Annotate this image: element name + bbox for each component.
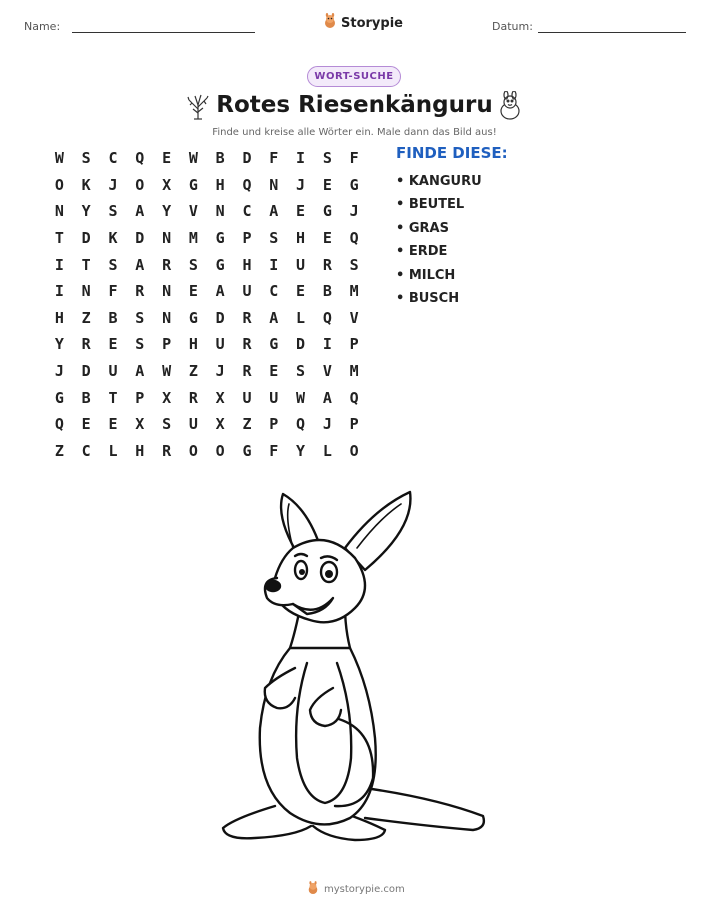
grid-cell[interactable]: Y <box>54 335 64 354</box>
grid-cell[interactable]: H <box>242 255 252 274</box>
grid-cell[interactable]: N <box>269 175 279 194</box>
grid-cell[interactable]: R <box>242 335 252 354</box>
grid-cell[interactable]: X <box>162 388 172 407</box>
grid-cell[interactable]: C <box>108 149 118 168</box>
grid-cell[interactable]: U <box>108 362 118 381</box>
grid-cell[interactable]: Q <box>349 229 359 248</box>
grid-cell[interactable]: G <box>188 308 198 327</box>
grid-cell[interactable]: J <box>215 362 225 381</box>
grid-cell[interactable]: S <box>349 255 359 274</box>
grid-cell[interactable]: G <box>215 255 225 274</box>
grid-cell[interactable]: E <box>162 149 172 168</box>
grid-cell[interactable]: D <box>242 149 252 168</box>
grid-cell[interactable]: A <box>135 202 145 221</box>
grid-cell[interactable]: G <box>269 335 279 354</box>
grid-cell[interactable]: Z <box>54 441 64 460</box>
grid-cell[interactable]: W <box>162 362 172 381</box>
grid-cell[interactable]: H <box>54 308 64 327</box>
grid-cell[interactable]: G <box>242 441 252 460</box>
grid-cell[interactable]: U <box>269 388 279 407</box>
grid-cell[interactable]: G <box>322 202 332 221</box>
grid-cell[interactable]: Z <box>242 415 252 434</box>
grid-cell[interactable]: V <box>322 362 332 381</box>
grid-cell[interactable]: U <box>296 255 306 274</box>
date-label: Datum: <box>492 20 533 33</box>
grid-cell[interactable]: E <box>296 202 306 221</box>
grid-cell[interactable]: C <box>269 282 279 301</box>
grid-cell[interactable]: X <box>215 388 225 407</box>
grid-cell[interactable]: P <box>269 415 279 434</box>
grid-cell[interactable]: Q <box>296 415 306 434</box>
grid-cell[interactable]: A <box>215 282 225 301</box>
grid-cell[interactable]: O <box>215 441 225 460</box>
grid-cell[interactable]: H <box>296 229 306 248</box>
grid-cell[interactable]: L <box>322 441 332 460</box>
grid-cell[interactable]: S <box>188 255 198 274</box>
grid-cell[interactable]: N <box>81 282 91 301</box>
grid-cell[interactable]: H <box>215 175 225 194</box>
grid-cell[interactable]: E <box>322 175 332 194</box>
grid-cell[interactable]: H <box>188 335 198 354</box>
grid-cell[interactable]: U <box>188 415 198 434</box>
brand-name: Storypie <box>341 15 403 31</box>
word-list-item: • BUSCH <box>396 290 460 306</box>
find-these-heading: FINDE DIESE: <box>396 144 508 162</box>
grid-cell[interactable]: H <box>135 441 145 460</box>
grid-cell[interactable]: W <box>188 149 198 168</box>
grid-cell[interactable]: O <box>349 441 359 460</box>
grid-cell[interactable]: B <box>108 308 118 327</box>
grid-cell[interactable]: T <box>81 255 91 274</box>
grid-cell[interactable]: S <box>162 415 172 434</box>
grid-cell[interactable]: G <box>215 229 225 248</box>
grid-cell[interactable]: S <box>322 149 332 168</box>
grid-cell[interactable]: Y <box>81 202 91 221</box>
grid-cell[interactable]: R <box>242 308 252 327</box>
grid-cell[interactable]: G <box>349 175 359 194</box>
grid-cell[interactable]: R <box>162 255 172 274</box>
grid-cell[interactable]: E <box>108 415 118 434</box>
grid-cell[interactable]: D <box>81 362 91 381</box>
grid-cell[interactable]: K <box>108 229 118 248</box>
grid-cell[interactable]: Y <box>296 441 306 460</box>
grid-cell[interactable]: R <box>81 335 91 354</box>
grid-cell[interactable]: P <box>135 388 145 407</box>
grid-cell[interactable]: M <box>188 229 198 248</box>
grid-cell[interactable]: U <box>215 335 225 354</box>
grid-cell[interactable]: N <box>162 229 172 248</box>
grid-cell[interactable]: Q <box>349 388 359 407</box>
name-line[interactable] <box>72 32 255 33</box>
grid-cell[interactable]: V <box>349 308 359 327</box>
grid-cell[interactable]: B <box>81 388 91 407</box>
grid-cell[interactable]: U <box>242 282 252 301</box>
grid-cell[interactable]: R <box>188 388 198 407</box>
grid-cell[interactable]: I <box>54 282 64 301</box>
grid-cell[interactable]: Q <box>135 149 145 168</box>
grid-cell[interactable]: P <box>242 229 252 248</box>
instructions: Finde und kreise alle Wörter ein. Male dann das Bild aus! <box>212 127 497 138</box>
grid-cell[interactable]: O <box>135 175 145 194</box>
grid-cell[interactable]: J <box>322 415 332 434</box>
grid-cell[interactable]: I <box>296 149 306 168</box>
grid-cell[interactable]: D <box>81 229 91 248</box>
grid-cell[interactable]: S <box>135 335 145 354</box>
grid-cell[interactable]: N <box>54 202 64 221</box>
word-list <box>396 170 482 310</box>
grid-cell[interactable]: N <box>162 308 172 327</box>
grid-cell[interactable]: Q <box>54 415 64 434</box>
grid-cell[interactable]: N <box>215 202 225 221</box>
grid-cell[interactable]: B <box>322 282 332 301</box>
grid-cell[interactable]: Q <box>322 308 332 327</box>
grid-cell[interactable]: X <box>162 175 172 194</box>
grid-cell[interactable]: A <box>269 308 279 327</box>
grid-cell[interactable]: A <box>269 202 279 221</box>
grid-cell[interactable]: A <box>322 388 332 407</box>
grid-cell[interactable]: O <box>188 441 198 460</box>
grid-cell[interactable]: O <box>54 175 64 194</box>
grid-cell[interactable]: I <box>54 255 64 274</box>
word-search-badge: WORT-SUCHE <box>307 66 401 87</box>
grid-cell[interactable]: X <box>215 415 225 434</box>
word-search-grid[interactable] <box>46 145 368 464</box>
word-list-item: • ERDE <box>396 244 448 260</box>
grid-cell[interactable]: R <box>322 255 332 274</box>
grid-cell[interactable]: W <box>54 149 64 168</box>
grid-cell[interactable]: F <box>349 149 359 168</box>
grid-cell[interactable]: C <box>81 441 91 460</box>
grid-cell[interactable]: R <box>242 362 252 381</box>
grid-cell[interactable]: E <box>108 335 118 354</box>
name-label: Name: <box>24 20 61 33</box>
word-list-item: • MILCH <box>396 267 456 283</box>
grid-cell[interactable]: J <box>54 362 64 381</box>
grid-cell[interactable]: S <box>269 229 279 248</box>
grid-cell[interactable]: D <box>296 335 306 354</box>
word-list-item: • BEUTEL <box>396 197 465 213</box>
grid-cell[interactable]: S <box>296 362 306 381</box>
grid-cell[interactable]: V <box>188 202 198 221</box>
kangaroo-face-icon <box>497 91 523 125</box>
grid-cell[interactable]: R <box>135 282 145 301</box>
grid-cell[interactable]: E <box>322 229 332 248</box>
grid-cell[interactable]: J <box>296 175 306 194</box>
grid-cell[interactable]: R <box>162 441 172 460</box>
grid-cell[interactable]: Q <box>242 175 252 194</box>
grid-cell[interactable]: J <box>108 175 118 194</box>
grid-cell[interactable]: D <box>135 229 145 248</box>
grid-cell[interactable]: T <box>54 229 64 248</box>
grid-cell[interactable]: S <box>135 308 145 327</box>
kangaroo-mascot-icon <box>307 880 319 899</box>
grid-cell[interactable]: I <box>269 255 279 274</box>
grid-cell[interactable]: E <box>188 282 198 301</box>
brand <box>323 13 403 33</box>
grid-cell[interactable]: X <box>135 415 145 434</box>
grid-cell[interactable]: T <box>108 388 118 407</box>
grid-cell[interactable]: Y <box>162 202 172 221</box>
grid-cell[interactable]: L <box>296 308 306 327</box>
grid-cell[interactable]: A <box>135 362 145 381</box>
kangaroo-mascot-icon <box>323 13 337 33</box>
grid-cell[interactable]: M <box>349 362 359 381</box>
grid-cell[interactable]: G <box>54 388 64 407</box>
grid-cell[interactable]: F <box>269 441 279 460</box>
grid-cell[interactable]: G <box>188 175 198 194</box>
grid-cell[interactable]: F <box>269 149 279 168</box>
grid-cell[interactable]: P <box>349 335 359 354</box>
grid-cell[interactable]: L <box>108 441 118 460</box>
grid-cell[interactable]: P <box>349 415 359 434</box>
grid-cell[interactable]: N <box>162 282 172 301</box>
footer-url[interactable]: mystorypie.com <box>324 884 405 895</box>
grid-cell[interactable]: S <box>81 149 91 168</box>
grid-cell[interactable]: S <box>108 202 118 221</box>
grid-cell[interactable]: U <box>242 388 252 407</box>
word-list-item: • GRAS <box>396 220 449 236</box>
page-title: Rotes Riesenkänguru <box>216 92 493 118</box>
grid-cell[interactable]: Z <box>188 362 198 381</box>
grid-cell[interactable]: F <box>108 282 118 301</box>
grid-cell[interactable]: M <box>349 282 359 301</box>
grid-cell[interactable]: S <box>108 255 118 274</box>
grid-cell[interactable]: W <box>296 388 306 407</box>
grid-cell[interactable]: Z <box>81 308 91 327</box>
date-line[interactable] <box>538 32 686 33</box>
grid-cell[interactable]: B <box>215 149 225 168</box>
kangaroo-coloring-illustration[interactable] <box>215 488 495 848</box>
grid-cell[interactable]: E <box>269 362 279 381</box>
grid-cell[interactable]: J <box>349 202 359 221</box>
footer <box>307 880 405 899</box>
grid-cell[interactable]: I <box>322 335 332 354</box>
grid-cell[interactable]: K <box>81 175 91 194</box>
grid-cell[interactable]: E <box>296 282 306 301</box>
word-list-item: • KANGURU <box>396 174 482 189</box>
grid-cell[interactable]: D <box>215 308 225 327</box>
grid-cell[interactable]: P <box>162 335 172 354</box>
grid-cell[interactable]: C <box>242 202 252 221</box>
grid-cell[interactable]: E <box>81 415 91 434</box>
grid-cell[interactable]: A <box>135 255 145 274</box>
